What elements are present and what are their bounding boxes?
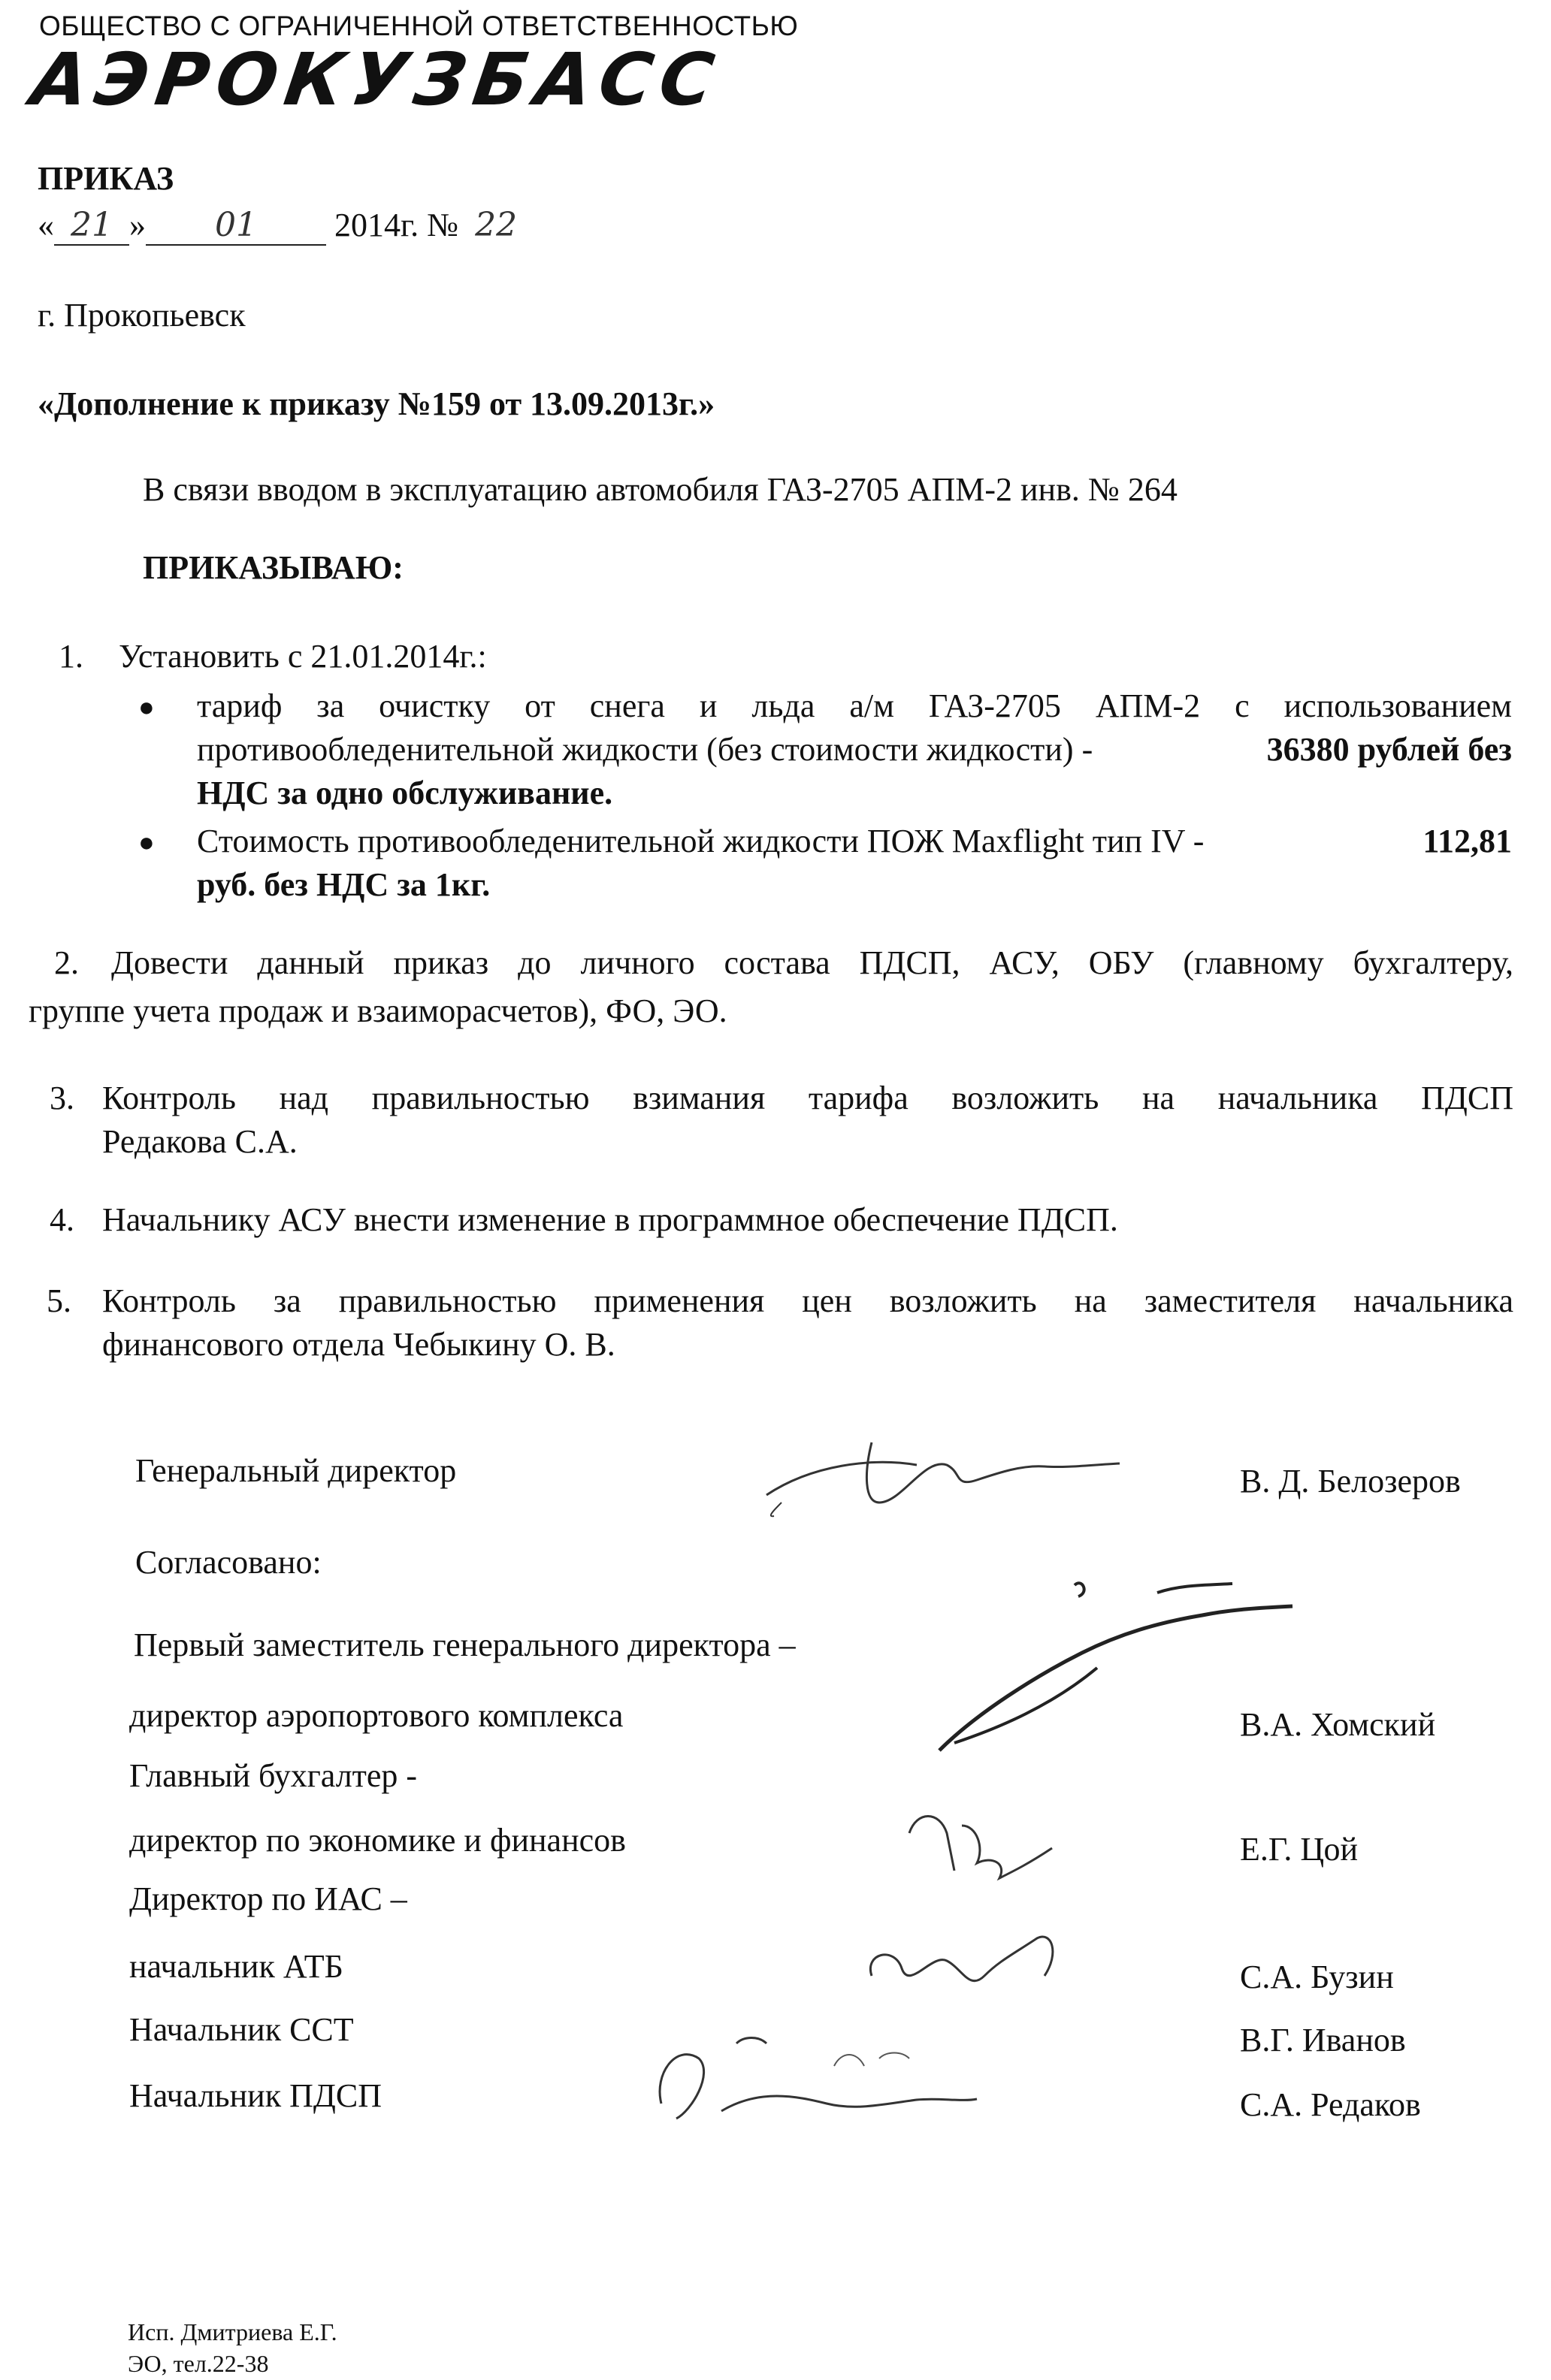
order-city: г. Прокопьевск xyxy=(38,297,246,334)
order-date-line xyxy=(38,206,534,246)
order-year: 2014г. № xyxy=(334,207,459,243)
item-number: 3. xyxy=(50,1080,74,1116)
bullet-icon: ● xyxy=(138,692,155,722)
item-number: 2. xyxy=(54,944,79,981)
bullet-2-price: 112,81 xyxy=(1423,823,1512,859)
chief-accountant-name: Е.Г. Цой xyxy=(1240,1831,1359,1868)
agreed-label: Согласовано: xyxy=(135,1544,322,1581)
item-3-line-1: Контроль над правильностью взимания тарифа возложить на начальника ПДСП xyxy=(102,1080,1513,1116)
bullet-2-text: Стоимость противообледенительной жидкости ПОЖ Maxflight тип IV - xyxy=(197,823,1205,859)
date-open-quote: « xyxy=(38,207,54,243)
pdsp-title: Начальник ПДСП xyxy=(129,2077,382,2114)
chief-accountant-signature xyxy=(902,1803,1067,1893)
bullet-2-line-2: руб. без НДС за 1кг. xyxy=(197,866,491,903)
item-5-line-1: Контроль за правильностью применения цен возложить на заместителя начальника xyxy=(102,1282,1513,1319)
item-2-line-2: группе учета продаж и взаиморасчетов), ФО, ЭО. xyxy=(29,992,727,1029)
ias-title-1: Директор по ИАС – xyxy=(129,1880,407,1917)
organization-form: ОБЩЕСТВО С ОГРАНИЧЕННОЙ ОТВЕТСТВЕННОСТЬЮ xyxy=(39,11,799,41)
first-deputy-title-2: директор аэропортового комплекса xyxy=(129,1697,624,1734)
bullet-1-line-1: тариф за очистку от снега и льда а/м ГАЗ-2705 АПМ-2 с использованием xyxy=(197,687,1512,724)
item-3-line-2: Редакова С.А. xyxy=(102,1123,298,1160)
director-signature xyxy=(751,1412,1142,1525)
executor: Исп. Дмитриева Е.Г. xyxy=(128,2318,337,2345)
order-intro: В связи вводом в эксплуатацию автомобиля ГАЗ-2705 АПМ-2 инв. № 264 xyxy=(143,471,1178,508)
date-close-quote: » xyxy=(129,207,146,243)
item-number: 4. xyxy=(50,1201,74,1238)
item-5-line-2: финансового отдела Чебыкину О. В. xyxy=(102,1326,615,1363)
company-logo: АЭРОКУЗБАСС xyxy=(26,38,727,122)
bullet-1-text: противообледенительной жидкости (без стоимости жидкости) - xyxy=(197,731,1093,768)
director-name: В. Д. Белозеров xyxy=(1240,1463,1461,1500)
sst-name: В.Г. Иванов xyxy=(1240,2022,1406,2058)
bullet-icon: ● xyxy=(138,827,155,857)
first-deputy-signature xyxy=(932,1563,1323,1758)
item-number: 1. xyxy=(59,638,83,675)
first-deputy-name: В.А. Хомский xyxy=(1240,1706,1436,1743)
order-subject: «Дополнение к приказу №159 от 13.09.2013г.» xyxy=(38,385,715,422)
order-day: 21 xyxy=(54,206,129,246)
ias-name: С.А. Бузин xyxy=(1240,1959,1394,1995)
director-title: Генеральный директор xyxy=(135,1452,457,1489)
chief-accountant-title-2: директор по экономике и финансов xyxy=(129,1822,626,1859)
order-number: 22 xyxy=(475,206,518,244)
order-command: ПРИКАЗЫВАЮ: xyxy=(143,549,404,586)
first-deputy-title-1: Первый заместитель генерального директора – xyxy=(134,1626,796,1663)
order-month: 01 xyxy=(146,206,326,246)
bullet-1-line-2 xyxy=(197,730,1512,769)
bullet-1-amount: 36380 рублей без xyxy=(1266,731,1512,768)
item-number: 5. xyxy=(47,1282,71,1319)
pdsp-signature xyxy=(646,2013,992,2149)
item-2-line-1: Довести данный приказ до личного состава ПДСП, АСУ, ОБУ (главному бухгалтеру, xyxy=(111,944,1513,981)
item-4-line-1: Начальнику АСУ внести изменение в программное обеспечение ПДСП. xyxy=(102,1201,1118,1238)
item-1-text: Установить с 21.01.2014г.: xyxy=(119,638,487,675)
sst-title: Начальник ССТ xyxy=(129,2011,354,2048)
bullet-2-line-1 xyxy=(197,822,1512,860)
pdsp-name: С.А. Редаков xyxy=(1240,2086,1421,2123)
chief-accountant-title-1: Главный бухгалтер - xyxy=(129,1757,418,1794)
order-title: ПРИКАЗ xyxy=(38,160,174,197)
ias-signature xyxy=(857,1908,1082,2021)
phone: ЭО, тел.22-38 xyxy=(128,2350,269,2377)
ias-title-2: начальник АТБ xyxy=(129,1948,343,1985)
bullet-1-line-3: НДС за одно обслуживание. xyxy=(197,775,613,811)
